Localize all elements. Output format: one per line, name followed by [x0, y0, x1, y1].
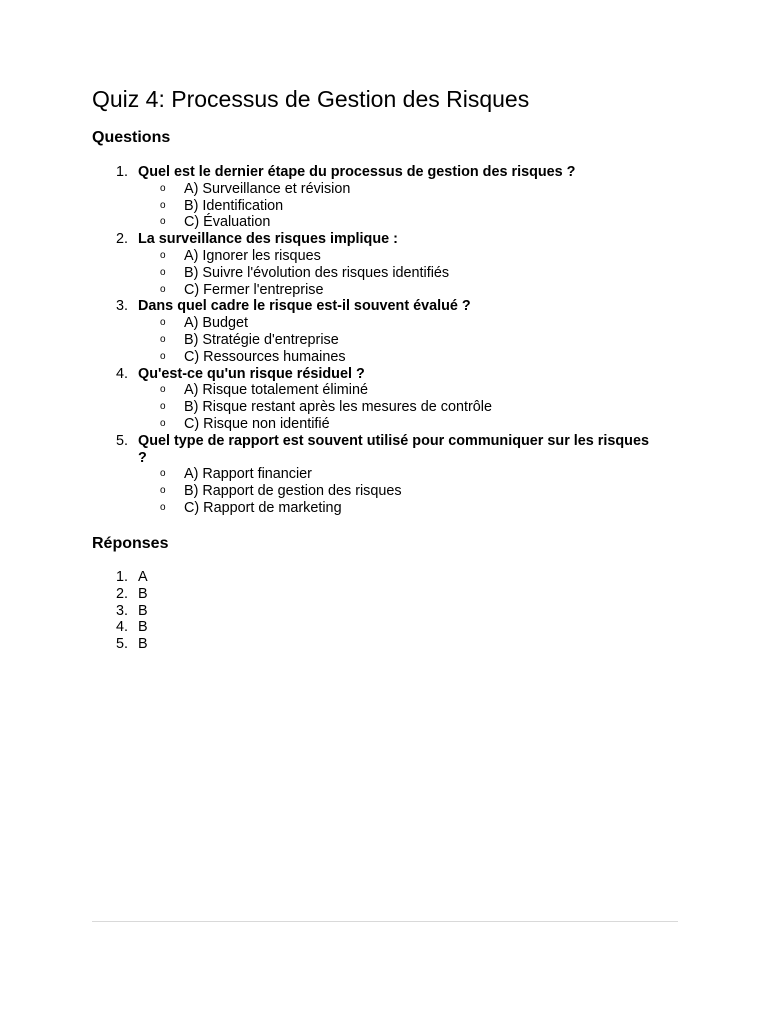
- option-text: A) Rapport financier: [184, 466, 312, 483]
- answer-option: [138, 466, 652, 483]
- circle-bullet-icon: o: [160, 216, 166, 228]
- answer-item: [92, 619, 148, 636]
- option-text: C) Risque non identifié: [184, 415, 330, 432]
- circle-bullet-icon: o: [160, 350, 166, 362]
- circle-bullet-icon: o: [160, 182, 166, 194]
- circle-bullet-icon: o: [160, 317, 166, 329]
- answer-option: [138, 198, 652, 215]
- answer-option: [138, 349, 652, 366]
- question-number: 4.: [115, 365, 128, 382]
- circle-bullet-icon: o: [160, 485, 166, 497]
- document-page: [92, 0, 678, 1024]
- question-item: [92, 366, 652, 433]
- answer-number: 4.: [115, 619, 128, 636]
- answer-option: [138, 265, 652, 282]
- answer-option: [138, 500, 652, 517]
- answers-heading: Réponses: [92, 535, 169, 552]
- options-list: [138, 466, 652, 516]
- answer-option: [138, 181, 652, 198]
- question-number: 5.: [115, 432, 128, 449]
- answer-option: [138, 282, 652, 299]
- circle-bullet-icon: o: [160, 417, 166, 429]
- option-text: B) Identification: [184, 197, 284, 214]
- question-number: 1.: [115, 164, 128, 180]
- question-item: [92, 298, 652, 365]
- document-title: Quiz 4: Processus de Gestion des Risques: [92, 86, 530, 112]
- answer-option: [138, 382, 652, 399]
- option-text: C) Rapport de marketing: [184, 499, 342, 516]
- circle-bullet-icon: o: [160, 384, 166, 396]
- answer-value: B: [138, 602, 148, 619]
- answer-value: A: [138, 569, 148, 585]
- answer-number: 1.: [115, 569, 128, 585]
- question-number: 3.: [115, 298, 128, 315]
- answer-value: B: [138, 585, 148, 602]
- option-text: A) Surveillance et révision: [184, 180, 351, 197]
- circle-bullet-icon: o: [160, 266, 166, 278]
- option-text: A) Budget: [184, 315, 248, 332]
- answer-value: B: [138, 636, 148, 653]
- answer-number: 5.: [115, 636, 128, 653]
- option-text: B) Stratégie d'entreprise: [184, 331, 339, 348]
- question-text: Quel type de rapport est souvent utilisé pour communiquer sur les risques ?: [138, 432, 649, 466]
- answer-option: [138, 416, 652, 433]
- answer-number: 2.: [115, 585, 128, 602]
- question-item: [92, 231, 652, 298]
- circle-bullet-icon: o: [160, 333, 166, 345]
- question-text: La surveillance des risques implique :: [138, 231, 398, 248]
- circle-bullet-icon: o: [160, 283, 166, 295]
- question-text: Qu'est-ce qu'un risque résiduel ?: [138, 365, 365, 382]
- option-text: A) Ignorer les risques: [184, 247, 321, 264]
- question-text: Dans quel cadre le risque est-il souvent évalué ?: [138, 298, 471, 315]
- options-list: [138, 181, 652, 231]
- option-text: C) Fermer l'entreprise: [184, 281, 324, 298]
- circle-bullet-icon: o: [160, 501, 166, 513]
- answer-item: [92, 636, 148, 653]
- answer-option: [138, 483, 652, 500]
- answer-number: 3.: [115, 602, 128, 619]
- answer-option: [138, 332, 652, 349]
- options-list: [138, 382, 652, 432]
- question-item: [92, 433, 652, 517]
- answer-option: [138, 315, 652, 332]
- option-text: C) Évaluation: [184, 214, 271, 231]
- answer-option: [138, 399, 652, 416]
- option-text: B) Suivre l'évolution des risques identifiés: [184, 264, 450, 281]
- options-list: [138, 315, 652, 365]
- answers-list: [92, 569, 148, 653]
- option-text: B) Risque restant après les mesures de contrôle: [184, 399, 492, 416]
- question-text: Quel est le dernier étape du processus de gestion des risques ?: [138, 164, 576, 180]
- answer-option: [138, 214, 652, 231]
- options-list: [138, 248, 652, 298]
- footer-divider: [92, 921, 678, 922]
- question-number: 2.: [115, 231, 128, 248]
- circle-bullet-icon: o: [160, 249, 166, 261]
- answer-item: [92, 586, 148, 603]
- answer-option: [138, 248, 652, 265]
- option-text: A) Risque totalement éliminé: [184, 382, 368, 399]
- option-text: B) Rapport de gestion des risques: [184, 483, 402, 500]
- answer-item: [92, 569, 148, 586]
- questions-list: [92, 164, 652, 517]
- circle-bullet-icon: o: [160, 199, 166, 211]
- answer-item: [92, 603, 148, 620]
- circle-bullet-icon: o: [160, 468, 166, 480]
- answer-value: B: [138, 619, 148, 636]
- questions-heading: Questions: [92, 129, 171, 146]
- option-text: C) Ressources humaines: [184, 348, 346, 365]
- circle-bullet-icon: o: [160, 401, 166, 413]
- question-item: [92, 164, 652, 231]
